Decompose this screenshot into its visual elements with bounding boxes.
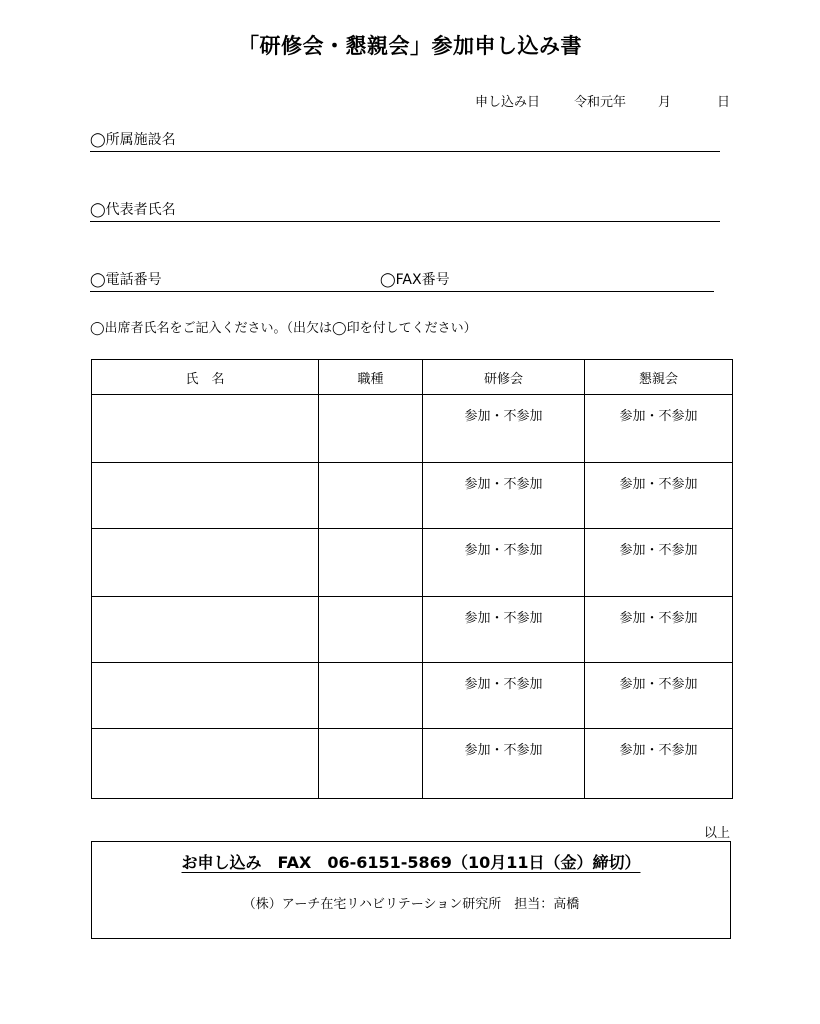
social-option[interactable]: 参加・不参加 — [619, 409, 698, 424]
seminar-cell[interactable] — [423, 395, 585, 463]
phone-label: ◯電話番号 — [90, 272, 162, 288]
job-cell[interactable] — [319, 529, 423, 597]
job-cell[interactable] — [319, 463, 423, 529]
facility-label: ◯所属施設名 — [90, 132, 176, 148]
social-cell[interactable] — [585, 529, 733, 597]
seminar-option[interactable]: 参加・不参加 — [464, 409, 543, 424]
seminar-cell[interactable] — [423, 663, 585, 729]
table-row — [92, 729, 733, 799]
table-header-row — [92, 360, 733, 395]
job-cell[interactable] — [319, 395, 423, 463]
name-cell[interactable] — [92, 395, 319, 463]
social-option[interactable]: 参加・不参加 — [619, 477, 698, 492]
fax-label: ◯FAX番号 — [380, 272, 450, 288]
social-cell[interactable] — [585, 597, 733, 663]
seminar-cell[interactable] — [423, 729, 585, 799]
phone-field[interactable] — [90, 271, 380, 292]
date-era: 令和元年 — [573, 95, 626, 110]
submission-main — [92, 850, 730, 873]
submission-main-text: お申し込み FAX 06-6151-5869（10月11日（金）締切） — [181, 853, 641, 872]
seminar-option[interactable]: 参加・不参加 — [464, 743, 543, 758]
social-option[interactable]: 参加・不参加 — [619, 677, 698, 692]
social-option[interactable]: 参加・不参加 — [619, 611, 698, 626]
name-cell[interactable] — [92, 597, 319, 663]
social-option[interactable]: 参加・不参加 — [619, 743, 698, 758]
seminar-cell[interactable] — [423, 463, 585, 529]
date-month: 月 — [657, 95, 671, 110]
table-row — [92, 597, 733, 663]
job-cell[interactable] — [319, 729, 423, 799]
header-seminar: 研修会 — [423, 360, 585, 395]
application-date — [475, 91, 730, 110]
social-cell[interactable] — [585, 463, 733, 529]
social-cell[interactable] — [585, 663, 733, 729]
table-row — [92, 663, 733, 729]
seminar-option[interactable]: 参加・不参加 — [464, 477, 543, 492]
facility-field[interactable] — [90, 131, 720, 152]
name-cell[interactable] — [92, 729, 319, 799]
page-title: 「研修会・懇親会」参加申し込み書 — [238, 34, 582, 58]
header-social: 懇親会 — [585, 360, 733, 395]
seminar-cell[interactable] — [423, 529, 585, 597]
seminar-option[interactable]: 参加・不参加 — [464, 677, 543, 692]
representative-field[interactable] — [90, 201, 720, 222]
attendee-note: ◯出席者氏名をご記入ください。（出欠は◯印を付してください） — [90, 321, 477, 336]
attendee-table — [91, 359, 733, 799]
closing-text: 以上 — [703, 826, 730, 841]
fax-field[interactable] — [380, 271, 714, 292]
social-cell[interactable] — [585, 729, 733, 799]
seminar-cell[interactable] — [423, 597, 585, 663]
date-day: 日 — [716, 95, 730, 110]
submission-contact: （株）アーチ在宅リハビリテーション研究所 担当：高橋 — [242, 897, 580, 912]
table-row — [92, 463, 733, 529]
seminar-option[interactable]: 参加・不参加 — [464, 543, 543, 558]
name-cell[interactable] — [92, 529, 319, 597]
submission-box — [91, 841, 731, 939]
job-cell[interactable] — [319, 663, 423, 729]
social-cell[interactable] — [585, 395, 733, 463]
name-cell[interactable] — [92, 463, 319, 529]
table-row — [92, 529, 733, 597]
social-option[interactable]: 参加・不参加 — [619, 543, 698, 558]
name-cell[interactable] — [92, 663, 319, 729]
header-name: 氏 名 — [92, 360, 319, 395]
date-label: 申し込み日 — [474, 95, 540, 110]
seminar-option[interactable]: 参加・不参加 — [464, 611, 543, 626]
representative-label: ◯代表者氏名 — [90, 202, 176, 218]
table-row — [92, 395, 733, 463]
header-job: 職種 — [319, 360, 423, 395]
job-cell[interactable] — [319, 597, 423, 663]
